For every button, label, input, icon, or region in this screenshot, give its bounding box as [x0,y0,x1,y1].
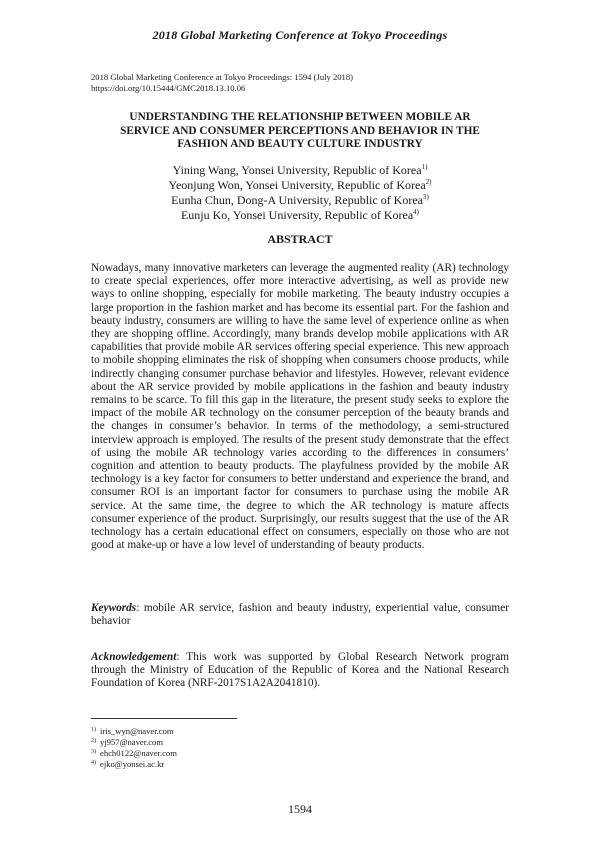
footnote-mark: 2) [91,738,96,744]
citation-block [91,72,511,94]
footnote-item [91,759,391,770]
title-line: UNDERSTANDING THE RELATIONSHIP BETWEEN MOBILE AR [129,111,471,123]
footnote-list [91,726,391,770]
author-list [60,163,540,223]
page-number: 1594 [288,802,312,816]
footnote-item [91,748,391,759]
footnote-item [91,737,391,748]
footnote-mark: 1) [421,163,428,171]
running-head: 2018 Global Marketing Conference at Tokyo Proceedings [152,28,448,42]
doi-link[interactable]: https://doi.org/10.15444/GMC2018.13.10.06 [91,83,246,93]
paper-title [60,111,540,152]
author-text: Yeonjung Won, Yonsei University, Republic of Korea [168,178,426,192]
footnote-mark: 4) [413,208,420,216]
footnote-mark: 3) [423,193,429,201]
keywords-label: Keywords [91,602,137,614]
acknowledgement-label: Acknowledgement [91,651,177,663]
footnote-mark: 2) [425,178,432,186]
footnote-mark: 3) [91,749,96,755]
author-line [60,208,540,223]
footnote-email[interactable]: yj957@naver.com [100,737,164,747]
author-text: Eunju Ko, Yonsei University, Republic of Korea [180,208,414,222]
keywords-text: : mobile AR service, fashion and beauty industry, experiential value, consumer behavior [91,602,509,628]
author-line [60,163,540,178]
citation-line: 2018 Global Marketing Conference at Tokyo Proceedings: 1594 (July 2018) [91,72,354,82]
footnote-email[interactable]: ejko@yonsei.ac.kr [100,759,165,769]
footnote-email[interactable]: iris_wyn@naver.com [100,726,174,736]
acknowledgement-text: : This work was supported by Global Research Network program through the Ministry of Education of the Republic of Korea and the National Research Foundation of Korea (NRF-2017S1A2A2041810). [91,651,509,690]
title-line: SERVICE AND CONSUMER PERCEPTIONS AND BEHAVIOR IN THE [120,124,480,137]
footnote-email[interactable]: ehch0122@naver.com [100,748,177,758]
footnote-item [91,726,391,737]
author-text: Yining Wang, Yonsei University, Republic of Korea [172,163,422,177]
author-text: Eunha Chun, Dong-A University, Republic of Korea [171,193,423,207]
footnote-divider [91,718,237,719]
abstract-heading: ABSTRACT [267,232,333,246]
keywords-paragraph [91,602,509,628]
title-line: FASHION AND BEAUTY CULTURE INDUSTRY [177,138,423,150]
acknowledgement-paragraph [91,651,509,691]
author-line [60,178,540,193]
footnote-mark: 4) [91,760,96,766]
author-line [60,193,540,208]
abstract-body: Nowadays, many innovative marketers can leverage the augmented reality (AR) technology to create special experiences, offer more interactive advertising, as well as provide new ways to online shopping, especially for mobile marketing. The beauty industry occupies a large proportion in the fashion market and has become its essential part. For the fashion and beauty industry, consumers are willing to have the same level of experience online as when they are shopping offline. Accordingly, many brands develop mobile applications with AR capabilities that provide mobile AR services offering special experience. This new approach to mobile shopping eliminates the risk of shopping when consumers choose products, while indirectly changing consumer purchase behavior and lifestyles. However, relevant evidence about the AR service provided by mobile applications in the fashion and beauty industry remains to be scarce. To fill this gap in the literature, the present study seeks to explore the impact of the mobile AR technology on the consumer perception of the beauty brands and the changes in consumer’s behavior. In terms of the methodology, a semi-structured interview approach is employed. The results of the present study demonstrate that the effect of using the mobile AR technology varies according to the differences in consumers’ cognition and attention to beauty products. The playfulness provided by the mobile AR technology is a key factor for consumers to better understand and experience the brand, and consumer ROI is an important factor for consumers to purchase using the mobile AR service. At the same time, the degree to which the AR technology is mature affects consumer experience of the product. Surprisingly, our results suggest that the use of the AR technology has a certain educational effect on consumers, especially on those who are not good at make-up or have a low level of understanding of beauty products. [91,262,509,552]
footnote-mark: 1) [91,727,96,733]
